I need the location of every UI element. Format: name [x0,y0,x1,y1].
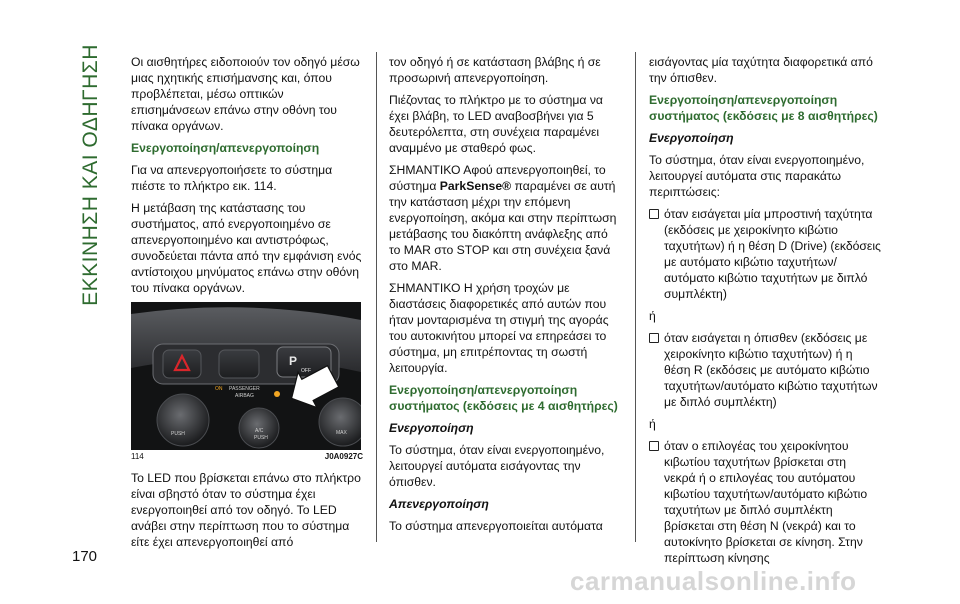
or-separator: ή [649,309,656,323]
list-item [649,330,881,410]
checkbox-bullet-icon [649,441,659,451]
section-heading: Ενεργοποίηση/απενεργοποίηση συστήματος (εκδόσεις με 8 αισθητήρες) [649,93,878,123]
or-separator: ή [649,417,656,431]
note-text: παραμένει σε αυτή την κατάσταση μέχρι την επόμενη ενεργοποίηση, ακόμα και στην περίπτωση μετάβασης του διακόπτη ανάφλεξης από το MAR στο STOP και στη συνέχεια ξανά στο MAR. [389,179,617,273]
off-label: OFF [301,368,311,374]
section-heading: Ενεργοποίηση/απενεργοποίηση [131,141,320,155]
paragraph: Το σύστημα, όταν είναι ενεργοποιημένο, λειτουργεί αυτόματα στις παρακάτω περιπτώσεις: [649,153,865,199]
push-label-left: PUSH [171,431,185,437]
figure-caption [131,452,363,462]
paragraph: Το σύστημα απενεργοποιείται αυτόματα [389,519,603,533]
paragraph: Οι αισθητήρες ειδοποιούν τον οδηγό μέσω μιας ηχητικής επισήμανσης και, όπου προβλέπεται, μέσω οπτικών επισημάνσεων επάνω στην οθόνη του πίνακα οργάνων. [131,55,360,133]
important-note: ΣΗΜΑΝΤΙΚΟ Η χρήση τροχών με διαστάσεις διαφορετικές από αυτών που ήταν μονταρισμένα τη στιγμή της αγοράς του αυτοκινήτου μπορεί να επηρεάσει το σύστημα, μη επιτρέποντας τη σωστή λειτουργία. [389,281,609,375]
column-3 [649,54,881,572]
max-label: MAX [336,430,347,436]
column-1 [131,54,363,556]
figure-code: J0A0927C [324,452,363,461]
paragraph: Πιέζοντας το πλήκτρο με το σύστημα να έχει βλάβη, το LED αναβοσβήνει για 5 δευτερόλεπτα, στη συνέχεια παραμένει αναμμένο με σταθερό φως. [389,93,603,155]
page-number: 170 [72,548,98,565]
airbag-indicator-icon [274,391,280,397]
subheading: Απενεργοποίηση [389,497,489,511]
note-text: ΣΗΜΑΝΤΙΚΟ Αφού απενεργοποιηθεί, το σύστημα [389,163,606,193]
figure-number: 114 [131,452,144,461]
paragraph: Η μετάβαση της κατάστασης του συστήματος, από ενεργοποιημένο σε απενεργοποιημένο και αντιστρόφως, συνοδεύεται πάντα από την εμφάνιση ενός αντίστοιχου μηνύματος επάνω στην οθόνη του πίνακα οργάνων. [131,201,362,295]
dashboard-illustration [131,302,361,450]
side-section-title [72,40,110,310]
push-label-right: PUSH [254,435,268,441]
paragraph: Για να απενεργοποιήσετε το σύστημα πιέστε το πλήκτρο εικ. 114. [131,163,333,193]
column-2 [389,54,621,540]
section-heading: Ενεργοποίηση/απενεργοποίηση συστήματος (εκδόσεις με 4 αισθητήρες) [389,383,618,413]
list-item-text: όταν εισάγεται μία μπροστινή ταχύτητα (εκδόσεις με χειροκίνητο κιβώτιο ταχυτήτων) ή η θέση D (Drive) (εκδόσεις με αυτόματο κιβώτιο ταχυτήτων/αυτόματο κιβώτιο ταχυτήτων με διπλό συμπλέκτη) [664,207,881,301]
dashboard-button-photo [131,302,361,450]
paragraph: Το σύστημα, όταν είναι ενεργοποιημένο, λειτουργεί αυτόματα εισάγοντας την όπισθεν. [389,443,605,489]
paragraph: Το LED που βρίσκεται επάνω στο πλήκτρο είναι σβηστό όταν το σύστημα έχει ενεργοποιηθεί από τον οδηγό. Το LED ανάβει στην περίπτωση που το σύστημα είτε έχει απενεργοποιηθεί από [131,471,361,549]
checkbox-bullet-icon [649,209,659,219]
brand-name: ParkSense® [439,179,512,193]
list-item [649,206,881,302]
side-section-title-text: ΕΚΚΙΝΗΣΗ ΚΑΙ ΟΔΗΓΗΣΗ [79,44,103,306]
column-divider [376,52,377,542]
on-label: ON [215,386,223,392]
list-item [649,438,881,566]
passenger-label: PASSENGER [229,386,260,392]
paragraph: τον οδηγό ή σε κατάσταση βλάβης ή σε προσωρινή απενεργοποίηση. [389,55,601,85]
subheading: Ενεργοποίηση [649,131,734,145]
airbag-label: AIRBAG [235,393,254,399]
list-item-text: όταν εισάγεται η όπισθεν (εκδόσεις με χειροκίνητο κιβώτιο ταχυτήτων) ή η θέση R (εκδόσεις με αυτόματο κιβώτιο ταχυτήτων/αυτόματο κιβώτιο ταχυτήτων με διπλό συμπλέκτη) [664,331,878,409]
checkbox-bullet-icon [649,333,659,343]
park-letter: P [289,354,298,368]
site-watermark: carmanualsonline.info [570,566,857,596]
ac-label: A/C [255,428,264,434]
column-divider [635,52,636,542]
list-item-text: όταν ο επιλογέας του χειροκίνητου κιβωτίου ταχυτήτων βρίσκεται στη νεκρά ή ο επιλογέας του αυτόματου κιβωτίου ταχυτήτων/αυτόματο κιβώτιο ταχυτήτων με διπλό συμπλέκτη βρίσκεται στη θέση N (νεκρά) και το αυτοκίνητο βρίσκεται σε κίνηση. Στην περίπτωση κίνησης [664,439,868,565]
paragraph: εισάγοντας μία ταχύτητα διαφορετικά από την όπισθεν. [649,55,873,85]
important-note [389,162,621,274]
subheading: Ενεργοποίηση [389,421,474,435]
